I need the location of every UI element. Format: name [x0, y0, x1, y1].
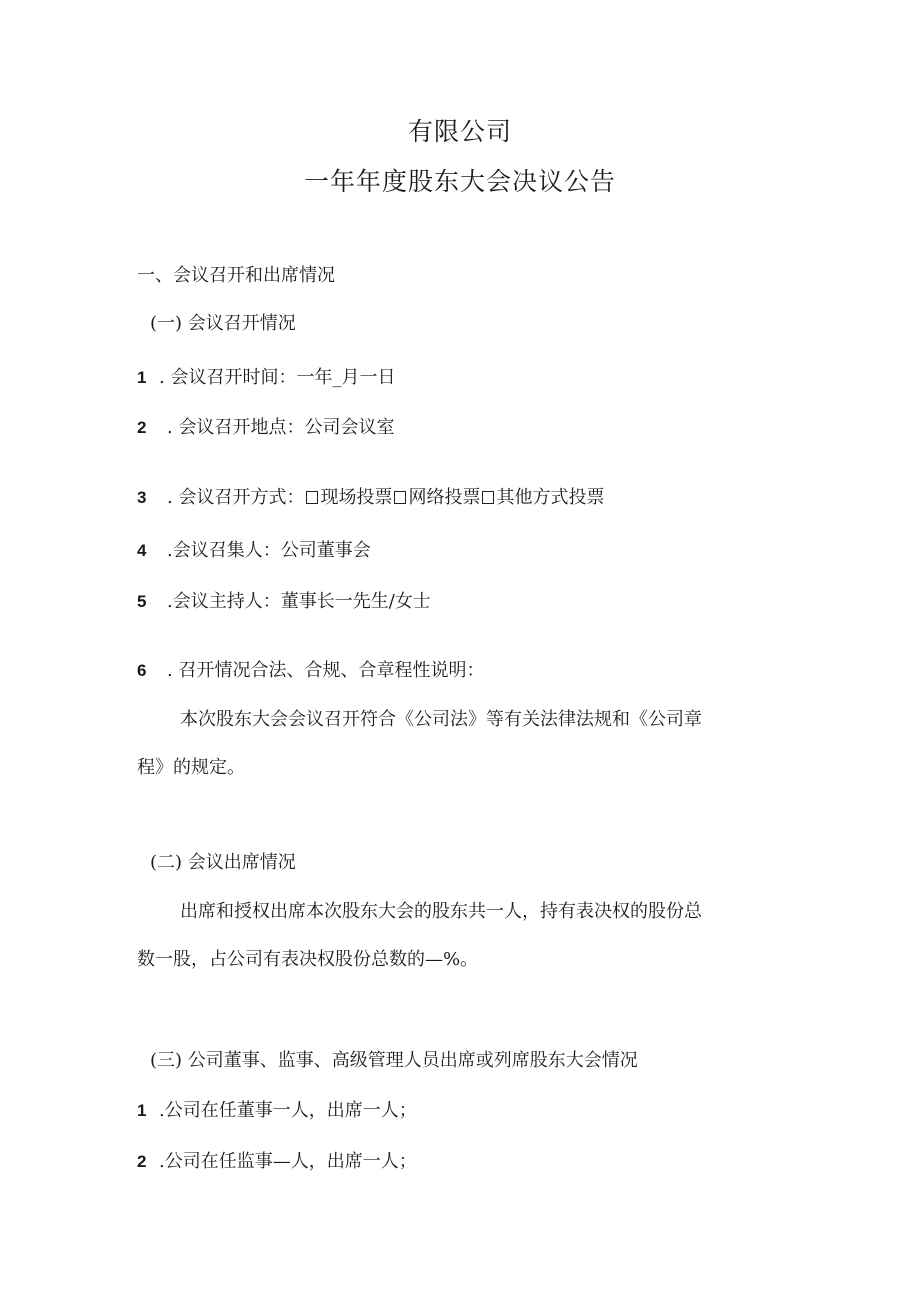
checkbox-online-voting[interactable]: [394, 491, 406, 504]
item-text: . 召开情况合法、合规、合章程性说明：: [167, 660, 485, 681]
item-text: .会议召集人：公司董事会: [167, 540, 371, 561]
item-number: 2: [137, 1152, 147, 1171]
list-item-supervisors: [137, 1150, 417, 1174]
list-item-host: [137, 590, 431, 614]
list-item-meeting-time: [137, 366, 395, 390]
subsection-heading-attendance: (二) 会议出席情况: [150, 852, 296, 873]
item-number: 3: [137, 488, 147, 507]
item-number: 1: [137, 1101, 147, 1120]
list-item-directors: [137, 1099, 417, 1123]
list-item-legality: [137, 659, 484, 683]
document-title-announcement: 一年年度股东大会决议公告: [303, 167, 616, 196]
paragraph-attendance-line1: 出席和授权出席本次股东大会的股东共一人，持有表决权的股份总: [180, 901, 702, 922]
list-item-convener: [137, 539, 371, 563]
item-number: 1: [137, 368, 147, 387]
item-text: . 会议召开地点：公司会议室: [167, 417, 395, 438]
item-number: 4: [137, 541, 147, 560]
checkbox-onsite-voting[interactable]: [306, 491, 318, 504]
checkbox-other-voting[interactable]: [482, 491, 494, 504]
item-text: . 会议召开时间：一年_月一日: [159, 367, 396, 388]
item-text: .公司在任董事一人，出席一人；: [159, 1100, 417, 1121]
option-label-online: 网络投票: [408, 487, 481, 508]
list-item-meeting-location: [137, 416, 394, 440]
list-item-meeting-method: [137, 486, 604, 510]
document-title-company: 有限公司: [407, 117, 512, 146]
item-number: 5: [137, 592, 147, 611]
item-number: 6: [137, 661, 147, 680]
item-number: 2: [137, 418, 147, 437]
paragraph-legality-line2: 程》的规定。: [137, 757, 245, 778]
section-heading-meeting: 一、会议召开和出席情况: [137, 265, 335, 286]
subsection-heading-convening: (一) 会议召开情况: [150, 313, 296, 334]
item-text: . 会议召开方式：: [167, 487, 305, 508]
paragraph-attendance-line2: 数一股，占公司有表决权股份总数的—%。: [137, 949, 479, 970]
option-label-other: 其他方式投票: [496, 487, 605, 508]
subsection-heading-directors: (三) 公司董事、监事、高级管理人员出席或列席股东大会情况: [150, 1050, 638, 1071]
option-label-onsite: 现场投票: [320, 487, 393, 508]
item-text: .会议主持人：董事长一先生/女士: [167, 591, 431, 612]
paragraph-legality-line1: 本次股东大会会议召开符合《公司法》等有关法律法规和《公司章: [180, 709, 702, 730]
item-text: .公司在任监事—人，出席一人；: [159, 1151, 417, 1172]
